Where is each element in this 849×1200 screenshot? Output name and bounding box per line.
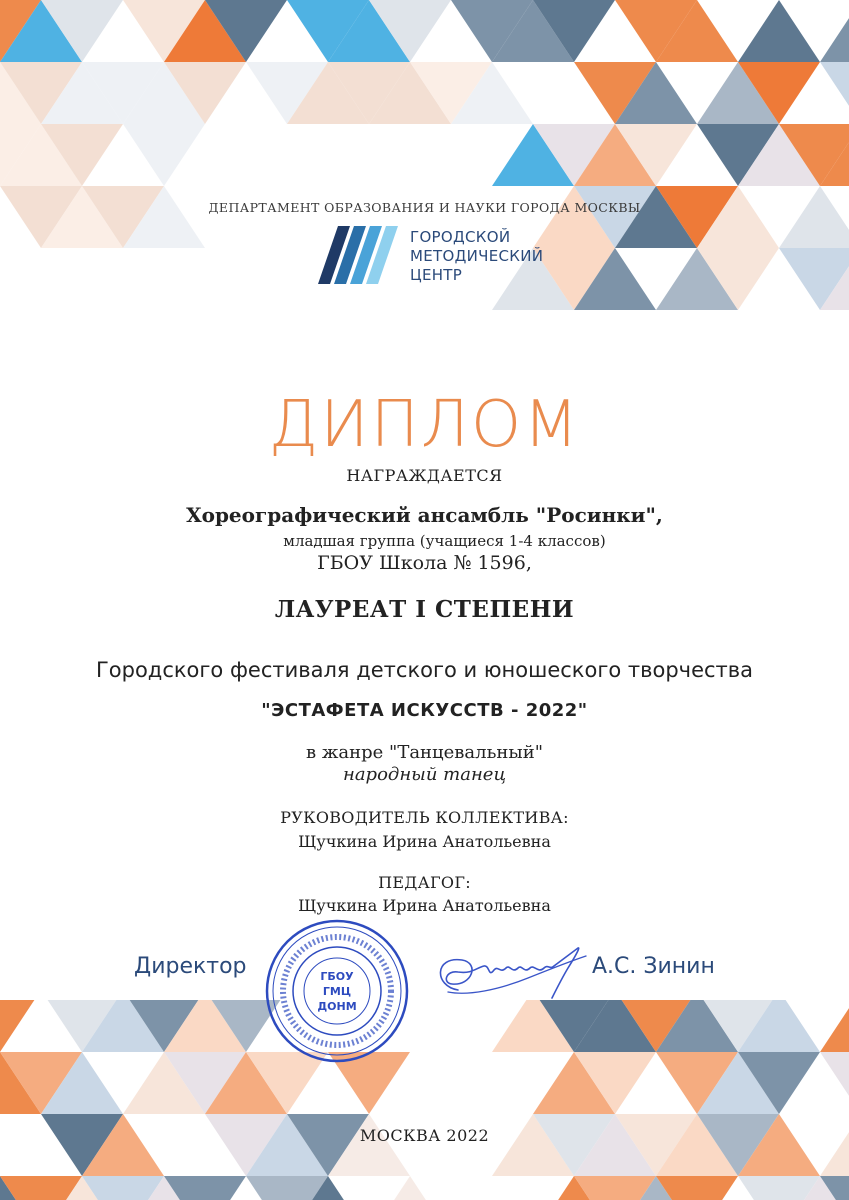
gmc-logo-icon: [316, 224, 406, 286]
logo-line-3: ЦЕНТР: [410, 266, 463, 284]
subgenre: народный танец: [342, 764, 507, 785]
festival-name: "ЭСТАФЕТА ИСКУССТВ - 2022": [261, 700, 588, 721]
award-rank: ЛАУРЕАТ I СТЕПЕНИ: [274, 596, 575, 623]
teacher-name: Щучкина Ирина Анатольевна: [298, 896, 551, 915]
recipient-group: младшая группа (учащиеся 1-4 классов): [283, 532, 606, 550]
logo-line-2: МЕТОДИЧЕСКИЙ: [410, 247, 544, 265]
awarded-label: НАГРАЖДАЕТСЯ: [346, 466, 503, 485]
logo-line-1: ГОРОДСКОЙ: [410, 228, 511, 246]
diploma-title: ДИПЛОМ: [268, 388, 581, 462]
head-name: Щучкина Ирина Анатольевна: [298, 832, 551, 851]
recipient-name: Хореографический ансамбль "Росинки",: [186, 503, 663, 527]
genre: в жанре "Танцевальный": [306, 742, 543, 763]
director-label: Директор: [134, 954, 247, 979]
bottom-triangle-pattern: [0, 1000, 849, 1200]
city-year: МОСКВА 2022: [359, 1126, 490, 1145]
director-signature: [428, 938, 598, 1014]
head-label: РУКОВОДИТЕЛЬ КОЛЛЕКТИВА:: [280, 808, 569, 827]
director-name: А.С. Зинин: [592, 954, 715, 979]
stamp-line-3: ДОНМ: [317, 1000, 357, 1013]
festival-description: Городского фестиваля детского и юношеского творчества: [95, 658, 754, 682]
official-stamp: [263, 917, 411, 1065]
stamp-line-1: ГБОУ: [320, 970, 354, 983]
teacher-label: ПЕДАГОГ:: [378, 873, 471, 892]
stamp-line-2: ГМЦ: [322, 985, 352, 998]
recipient-school: ГБОУ Школа № 1596,: [317, 552, 532, 574]
department-name: ДЕПАРТАМЕНТ ОБРАЗОВАНИЯ И НАУКИ ГОРОДА МОСКВЫ: [208, 200, 641, 215]
